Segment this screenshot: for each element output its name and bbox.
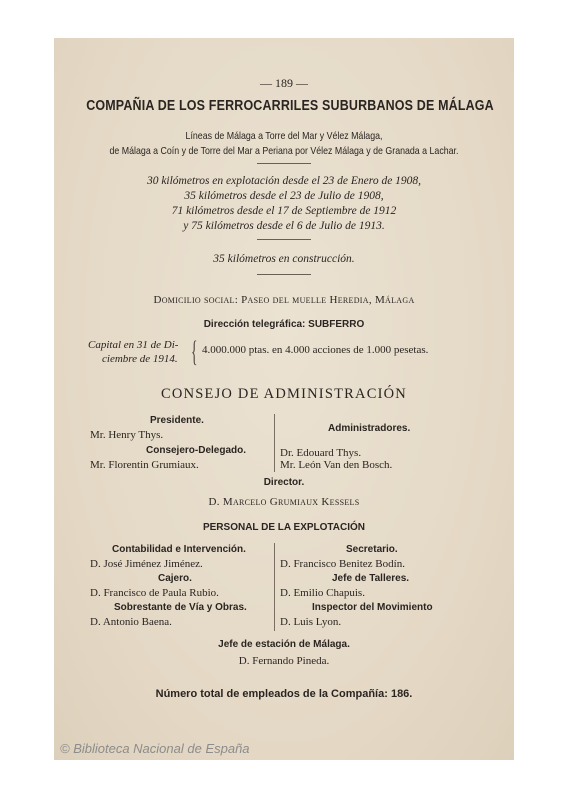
- page-number: — 189 —: [260, 76, 308, 90]
- personal-heading: PERSONAL DE LA EXPLOTACIÓN: [202, 522, 366, 533]
- km-construction: 35 kilómetros en construcción.: [213, 253, 355, 265]
- consejero-name: Mr. Florentin Grumiaux.: [90, 459, 199, 471]
- capital-label-1: Capital en 31 de Di-: [88, 339, 179, 351]
- presidente-label: Presidente.: [150, 415, 204, 426]
- personal-right-name: D. Francisco Benitez Bodín.: [280, 558, 405, 570]
- capital-value: 4.000.000 ptas. en 4.000 acciones de 1.000 pesetas.: [202, 344, 429, 356]
- column-divider: [274, 414, 275, 472]
- consejero-label: Consejero-Delegado.: [146, 445, 247, 456]
- km-line-1: 30 kilómetros en explotación desde el 23 de Enero de 1908,: [146, 175, 422, 187]
- consejo-heading: CONSEJO DE ADMINISTRACIÓN: [161, 386, 407, 402]
- personal-left-name: D. Francisco de Paula Rubio.: [90, 587, 219, 599]
- divider: [257, 163, 311, 164]
- book-page: [54, 38, 514, 760]
- personal-right-name: D. Emilio Chapuis.: [280, 587, 365, 599]
- personal-left-name: D. Antonio Baena.: [90, 616, 172, 628]
- administrador-name: Dr. Edouard Thys.: [280, 447, 362, 459]
- km-line-4: y 75 kilómetros desde el 6 de Julio de 1913.: [183, 220, 385, 232]
- director-label: Director.: [263, 477, 305, 488]
- personal-right-label: Inspector del Movimiento: [312, 602, 433, 613]
- km-line-3: 71 kilómetros desde el 17 de Septiembre de 1912: [171, 205, 397, 217]
- personal-left-label: Sobrestante de Vía y Obras.: [114, 602, 247, 613]
- director-name: D. Marcelo Grumiaux Kessels: [208, 496, 360, 508]
- personal-right-label: Secretario.: [346, 544, 398, 555]
- brace-icon: {: [191, 335, 198, 368]
- column-divider: [274, 543, 275, 631]
- divider: [257, 274, 311, 275]
- lines-subtitle-2: de Málaga a Coín y de Torre del Mar a Periana por Vélez Málaga y de Granada a Lachar.: [109, 145, 459, 157]
- divider: [257, 239, 311, 240]
- jefe-estacion-name: D. Fernando Pineda.: [238, 655, 330, 667]
- jefe-estacion-label: Jefe de estación de Málaga.: [218, 639, 350, 650]
- personal-left-label: Cajero.: [158, 573, 192, 584]
- personal-right-label: Jefe de Talleres.: [332, 573, 410, 584]
- presidente-name: Mr. Henry Thys.: [90, 429, 164, 441]
- administradores-label: Administradores.: [328, 423, 411, 434]
- personal-right-name: D. Luis Lyon.: [280, 616, 342, 628]
- administrador-name: Mr. León Van den Bosch.: [280, 459, 393, 471]
- domicilio-social: Domicilio social: Paseo del muelle Heredia, Málaga: [153, 294, 415, 306]
- capital-label-2: ciembre de 1914.: [102, 353, 178, 365]
- km-line-2: 35 kilómetros desde el 23 de Julio de 1908,: [184, 190, 384, 202]
- personal-left-name: D. José Jiménez Jiménez.: [90, 558, 203, 570]
- watermark: © Biblioteca Nacional de España: [60, 741, 250, 756]
- page-title: COMPAÑIA DE LOS FERROCARRILES SUBURBANOS DE MÁLAGA: [86, 98, 494, 114]
- personal-left-label: Contabilidad e Intervención.: [112, 544, 246, 555]
- total-employees: Número total de empleados de la Compañía: 186.: [155, 688, 413, 700]
- lines-subtitle-1: Líneas de Málaga a Torre del Mar y Vélez Málaga,: [185, 130, 383, 142]
- telegraphic-address: Dirección telegráfica: SUBFERRO: [203, 319, 365, 330]
